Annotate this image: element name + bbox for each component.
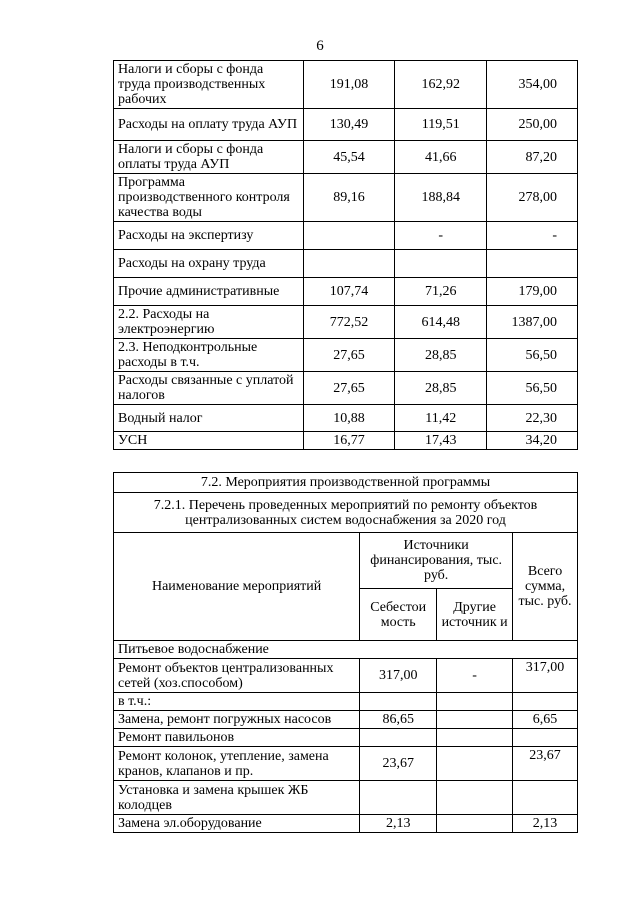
table-row: [114, 141, 578, 174]
cost-value-1: 89,16: [303, 174, 395, 222]
table-row: [114, 339, 578, 372]
table-row: [114, 659, 578, 693]
table-row: [114, 109, 578, 141]
table-row: [114, 306, 578, 339]
cost-value-total: 56,50: [487, 372, 578, 405]
cost-item-name: УСН: [114, 432, 304, 450]
activity-total: 6,65: [513, 711, 578, 729]
cost-value-1: 130,49: [303, 109, 395, 141]
cost-item-name: Водный налог: [114, 405, 304, 432]
cost-value-2: 11,42: [395, 405, 487, 432]
header-total: Всего сумма, тыс. руб.: [513, 533, 578, 641]
cost-value-1: [303, 222, 395, 250]
activity-total: [513, 729, 578, 747]
activity-total: [513, 781, 578, 815]
cost-value-1: 191,08: [303, 61, 395, 109]
cost-value-2: [395, 250, 487, 278]
cost-value-total: 250,00: [487, 109, 578, 141]
cost-item-name: Программа производственного контроля качества воды: [114, 174, 304, 222]
cost-item-name: 2.3. Неподконтрольные расходы в т.ч.: [114, 339, 304, 372]
cost-value-total: [487, 250, 578, 278]
cost-value-2: 17,43: [395, 432, 487, 450]
cost-item-name: Налоги и сборы с фонда труда производственных рабочих: [114, 61, 304, 109]
activity-total: 2,13: [513, 815, 578, 833]
table-row: [114, 61, 578, 109]
activity-total: 317,00: [513, 659, 578, 693]
activity-name: в т.ч.:: [114, 693, 360, 711]
cost-item-name: 2.2. Расходы на электроэнергию: [114, 306, 304, 339]
cost-value-2: 188,84: [395, 174, 487, 222]
table-row: [114, 222, 578, 250]
cost-value-2: 28,85: [395, 339, 487, 372]
cost-value-total: 278,00: [487, 174, 578, 222]
table-row: [114, 711, 578, 729]
activity-cost: 86,65: [360, 711, 437, 729]
table-row: [114, 781, 578, 815]
activity-other: [437, 711, 513, 729]
subsection-title: 7.2.1. Перечень проведенных мероприятий по ремонту объектов централизованных систем водоснабжения за 2020 год: [114, 493, 578, 533]
cost-value-1: 772,52: [303, 306, 395, 339]
cost-item-name: Прочие административные: [114, 278, 304, 306]
cost-value-1: 27,65: [303, 339, 395, 372]
table-row: [114, 432, 578, 450]
cost-value-1: 107,74: [303, 278, 395, 306]
header-funding-sources: Источники финансирования, тыс. руб.: [360, 533, 513, 589]
cost-value-2: 162,92: [395, 61, 487, 109]
cost-item-name: Расходы связанные с уплатой налогов: [114, 372, 304, 405]
activity-other: [437, 747, 513, 781]
table-row: [114, 405, 578, 432]
header-cost-price: Себестои мость: [360, 589, 437, 641]
activity-name: Замена, ремонт погружных насосов: [114, 711, 360, 729]
activity-cost: [360, 781, 437, 815]
cost-value-2: 41,66: [395, 141, 487, 174]
table-row: [114, 278, 578, 306]
repair-activities-table: [113, 472, 578, 833]
activity-cost: [360, 693, 437, 711]
activity-total: 23,67: [513, 747, 578, 781]
table-row: [114, 729, 578, 747]
cost-value-total: 56,50: [487, 339, 578, 372]
activity-other: [437, 729, 513, 747]
activity-other: -: [437, 659, 513, 693]
cost-value-total: 179,00: [487, 278, 578, 306]
activity-cost: [360, 729, 437, 747]
cost-value-total: 87,20: [487, 141, 578, 174]
cost-value-1: 10,88: [303, 405, 395, 432]
activity-group-name: Питьевое водоснабжение: [114, 641, 578, 659]
cost-value-1: 45,54: [303, 141, 395, 174]
cost-value-2: 71,26: [395, 278, 487, 306]
table-row: [114, 641, 578, 659]
table-row: [114, 815, 578, 833]
cost-value-1: [303, 250, 395, 278]
activity-total: [513, 693, 578, 711]
activity-name: Замена эл.оборудование: [114, 815, 360, 833]
table-row: [114, 174, 578, 222]
cost-item-name: Расходы на оплату труда АУП: [114, 109, 304, 141]
cost-value-total: 22,30: [487, 405, 578, 432]
cost-item-name: Налоги и сборы с фонда оплаты труда АУП: [114, 141, 304, 174]
cost-value-2: 28,85: [395, 372, 487, 405]
cost-value-1: 16,77: [303, 432, 395, 450]
activity-other: [437, 781, 513, 815]
cost-value-2: 119,51: [395, 109, 487, 141]
table-row: [114, 693, 578, 711]
activity-other: [437, 815, 513, 833]
table-row: [114, 747, 578, 781]
activity-name: Ремонт колонок, утепление, замена кранов, клапанов и пр.: [114, 747, 360, 781]
activity-cost: 23,67: [360, 747, 437, 781]
cost-value-2: -: [395, 222, 487, 250]
activity-other: [437, 693, 513, 711]
activity-name: Ремонт павильонов: [114, 729, 360, 747]
activity-cost: 317,00: [360, 659, 437, 693]
header-other-sources: Другие источник и: [437, 589, 513, 641]
header-activity-name: Наименование мероприятий: [114, 533, 360, 641]
table-row: [114, 372, 578, 405]
cost-value-total: 1387,00: [487, 306, 578, 339]
cost-value-2: 614,48: [395, 306, 487, 339]
cost-value-total: -: [487, 222, 578, 250]
cost-value-total: 34,20: [487, 432, 578, 450]
cost-value-total: 354,00: [487, 61, 578, 109]
cost-item-name: Расходы на экспертизу: [114, 222, 304, 250]
activity-cost: 2,13: [360, 815, 437, 833]
section-title: 7.2. Мероприятия производственной программы: [114, 473, 578, 493]
activity-name: Ремонт объектов централизованных сетей (хоз.способом): [114, 659, 360, 693]
activity-name: Установка и замена крышек ЖБ колодцев: [114, 781, 360, 815]
cost-value-1: 27,65: [303, 372, 395, 405]
costs-table: [113, 60, 578, 450]
cost-item-name: Расходы на охрану труда: [114, 250, 304, 278]
table-row: [114, 250, 578, 278]
page-number: 6: [316, 38, 324, 54]
